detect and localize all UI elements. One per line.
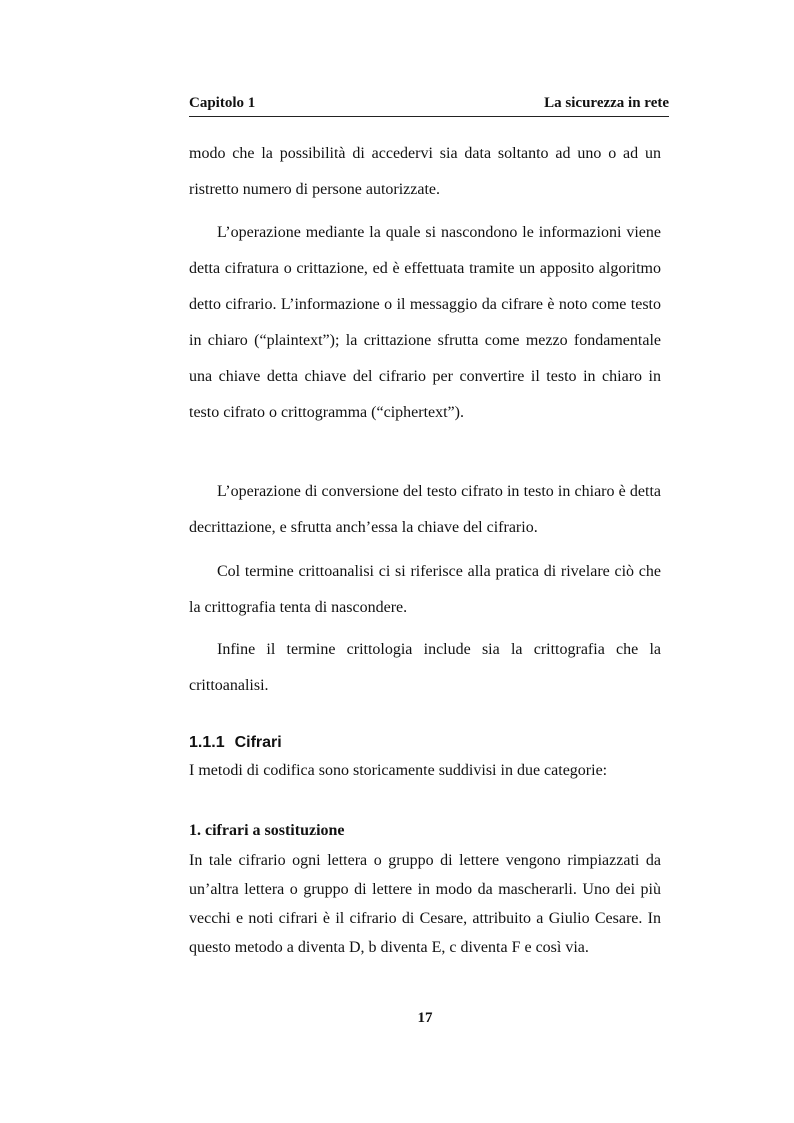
paragraph-crittoanalisi: Col termine crittoanalisi ci si riferisce alla pratica di rivelare ciò che la crittografia tenta di nascondere.	[189, 563, 661, 616]
section-title: La sicurezza in rete	[544, 95, 669, 111]
paragraph-crittologia: Infine il termine crittologia include sia la crittografia che la crittoanalisi.	[189, 641, 661, 694]
paragraph-continuation: modo che la possibilità di accedervi sia data soltanto ad uno o ad un ristretto numero di persone autorizzate.	[189, 145, 661, 198]
subsection-heading	[189, 734, 282, 752]
subsection-intro: I metodi di codifica sono storicamente suddivisi in due categorie:	[189, 762, 608, 779]
paragraph-cifratura: L’operazione mediante la quale si nascondono le informazioni viene detta cifratura o crittazione, ed è effettuata tramite un apposito algoritmo detto cifrario. L’informazione o il messaggio da cifrare è noto come testo in chiaro (“plaintext”); la crittazione sfrutta come mezzo fondamentale una chiave detta chiave del cifrario per convertire il testo in chiaro in testo cifrato o crittogramma (“ciphertext”).	[189, 224, 661, 421]
paragraph-decrittazione: L’operazione di conversione del testo cifrato in testo in chiaro è detta decrittazione, e sfrutta anch’essa la chiave del cifrario.	[189, 483, 661, 536]
subsection-title: Cifrari	[234, 734, 282, 751]
chapter-label: Capitolo 1	[189, 95, 256, 111]
category-body: In tale cifrario ogni lettera o gruppo di lettere vengono rimpiazzati da un’altra lettera o gruppo di lettere in modo da mascherarli. Uno dei più vecchi e noti cifrari è il cifrario di Cesare, attribuito a Giulio Cesare. In questo metodo a diventa D, b diventa E, c diventa F e così via.	[189, 852, 661, 956]
running-header	[189, 94, 669, 117]
subsection-number: 1.1.1	[189, 734, 225, 751]
page-number: 17	[417, 1010, 433, 1026]
category-heading: 1. cifrari a sostituzione	[189, 822, 345, 839]
